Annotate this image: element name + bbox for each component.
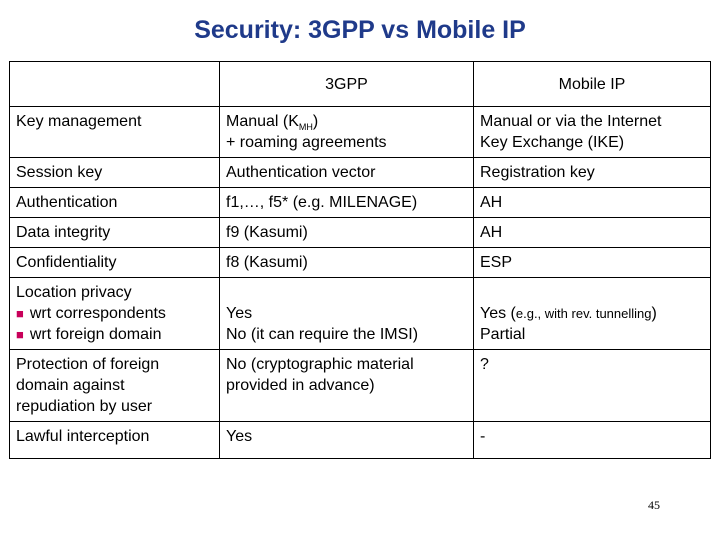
cell-mobile-ip: Yes (e.g., with rev. tunnelling) Partial: [474, 278, 711, 350]
table-row: [10, 107, 711, 158]
row-label: Lawful interception: [10, 422, 220, 459]
cell-mobile-ip: AH: [474, 218, 711, 248]
cell-3gpp: f1,…, f5* (e.g. MILENAGE): [220, 188, 474, 218]
table-row: [10, 350, 711, 422]
table-row: [10, 218, 711, 248]
header-mobile-ip: Mobile IP: [474, 62, 711, 107]
cell-mobile-ip: Registration key: [474, 158, 711, 188]
comparison-table: [9, 61, 711, 459]
table-row: [10, 278, 711, 350]
table-row: [10, 422, 711, 459]
row-label: Session key: [10, 158, 220, 188]
cell-mobile-ip: AH: [474, 188, 711, 218]
square-bullet-icon: ■: [16, 306, 24, 321]
cell-3gpp: Manual $(K_{MH})$ + roaming agreements: [220, 107, 474, 158]
cell-3gpp: Yes: [220, 422, 474, 459]
cell-3gpp: Yes No (it can require the IMSI): [220, 278, 474, 350]
row-label: Protection of foreign domain against repudiation by user: [10, 350, 220, 422]
cell-3gpp: f8 (Kasumi): [220, 248, 474, 278]
square-bullet-icon: ■: [16, 327, 24, 342]
header-empty: [10, 62, 220, 107]
row-label: Data integrity: [10, 218, 220, 248]
page-title: Security: 3GPP vs Mobile IP: [194, 16, 526, 44]
cell-3gpp: Authentication vector: [220, 158, 474, 188]
header-3gpp: 3GPP: [220, 62, 474, 107]
table-row: [10, 188, 711, 218]
table-row: [10, 158, 711, 188]
cell-3gpp: f9 (Kasumi): [220, 218, 474, 248]
cell-mobile-ip: -: [474, 422, 711, 459]
row-label: Confidentiality: [10, 248, 220, 278]
row-label: Authentication: [10, 188, 220, 218]
header-row: [10, 62, 711, 107]
row-label: Key management: [10, 107, 220, 158]
cell-mobile-ip: Manual or via the Internet Key Exchange (IKE): [474, 107, 711, 158]
cell-mobile-ip: ESP: [474, 248, 711, 278]
cell-3gpp: No (cryptographic material provided in advance): [220, 350, 474, 422]
cell-mobile-ip: ?: [474, 350, 711, 422]
table-row: [10, 248, 711, 278]
row-label: Location privacy ■ wrt correspondents ■ wrt foreign domain: [10, 278, 220, 350]
page-number: 45: [648, 498, 660, 512]
